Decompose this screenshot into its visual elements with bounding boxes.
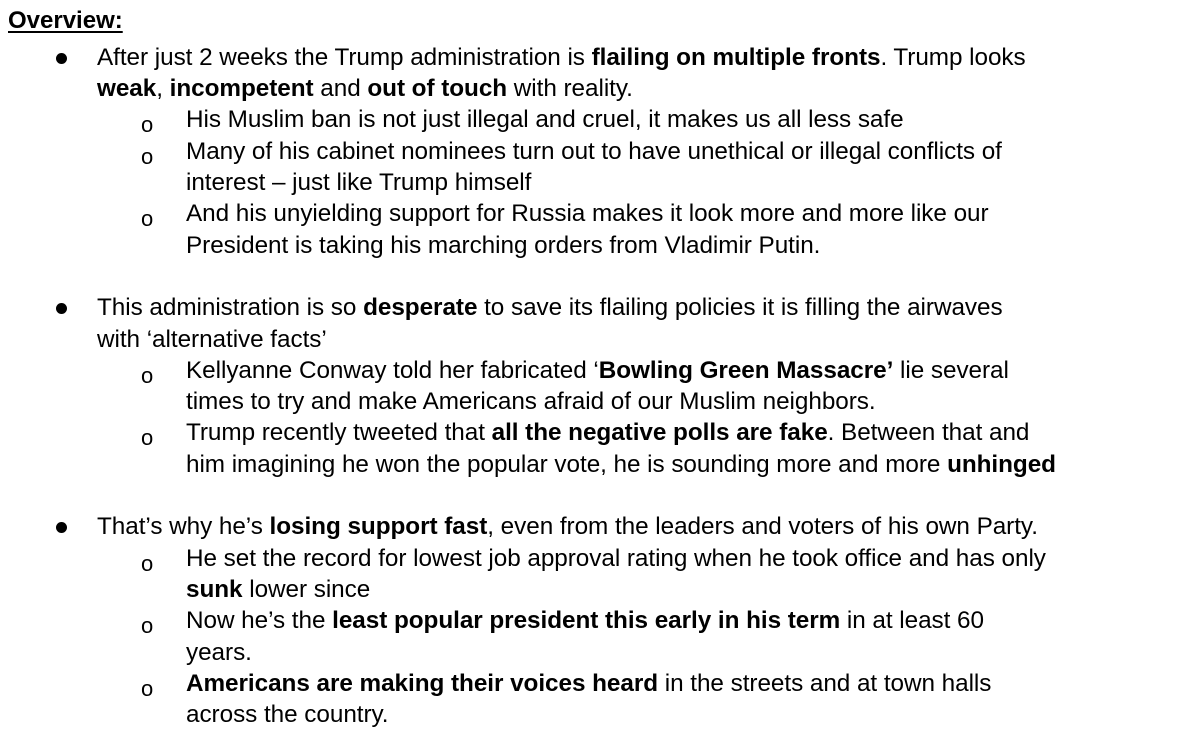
sub-bullet-3-2-line-2: years. xyxy=(186,639,252,666)
bold-text: Americans are making their voices heard xyxy=(186,670,659,697)
text-span: lower since xyxy=(242,576,371,603)
bullet-1-line-1 xyxy=(97,42,1026,73)
bold-text: least popular president this early in his term xyxy=(332,607,841,634)
sub-bullet-2-1-line-2: times to try and make Americans afraid of our Muslim neighbors. xyxy=(186,388,876,415)
bold-text: losing support fast xyxy=(269,513,488,540)
bullet-point xyxy=(56,522,67,533)
bullet-1-line-2 xyxy=(97,73,633,104)
overview-heading: Overview: xyxy=(8,7,123,34)
bullet-point xyxy=(56,303,67,314)
bullet-2-line-1 xyxy=(97,292,1003,323)
sub-bullet-1-3-line-1: And his unyielding support for Russia makes it look more and more like our xyxy=(186,200,989,227)
bold-text: flailing on multiple fronts xyxy=(591,44,881,71)
bold-text: out of touch xyxy=(367,75,508,102)
sub-bullet-3-3-line-2: across the country. xyxy=(186,701,389,728)
sub-bullet-3-2-line-1 xyxy=(186,605,984,636)
sub-bullet-marker: o xyxy=(141,206,154,231)
bold-text: incompetent xyxy=(169,75,314,102)
text-span: with reality. xyxy=(507,75,633,102)
text-span: in at least 60 xyxy=(840,607,984,634)
sub-bullet-3-1-line-1: He set the record for lowest job approval rating when he took office and has only xyxy=(186,545,1046,572)
bold-text: sunk xyxy=(186,576,243,603)
sub-bullet-1-2-line-2: interest – just like Trump himself xyxy=(186,169,532,196)
sub-bullet-1-2-line-1: Many of his cabinet nominees turn out to have unethical or illegal conflicts of xyxy=(186,138,1002,165)
text-span: Now he’s the xyxy=(186,607,333,634)
text-span: lie several xyxy=(893,357,1009,384)
text-span: This administration is so xyxy=(97,294,364,321)
text-span: him imagining he won the popular vote, he is sounding more and more xyxy=(186,451,948,478)
text-span: in the streets and at town halls xyxy=(658,670,992,697)
bullet-point xyxy=(56,53,67,64)
text-span: to save its flailing policies it is filling the airwaves xyxy=(477,294,1003,321)
text-span: and xyxy=(313,75,368,102)
bold-text: weak xyxy=(97,75,157,102)
bullet-2-line-2: with ‘alternative facts’ xyxy=(97,326,327,353)
bold-text: Bowling Green Massacre’ xyxy=(598,357,894,384)
bold-text: desperate xyxy=(363,294,478,321)
sub-bullet-3-1-line-2 xyxy=(186,574,370,605)
text-span: That’s why he’s xyxy=(97,513,270,540)
sub-bullet-1-3-line-2: President is taking his marching orders from Vladimir Putin. xyxy=(186,232,821,259)
text-span: . Between that and xyxy=(827,419,1030,446)
sub-bullet-marker: o xyxy=(141,425,154,450)
sub-bullet-marker: o xyxy=(141,363,154,388)
sub-bullet-2-2-line-2 xyxy=(186,449,1056,480)
sub-bullet-3-3-line-1 xyxy=(186,668,991,699)
sub-bullet-marker: o xyxy=(141,613,154,638)
text-span: Kellyanne Conway told her fabricated ‘ xyxy=(186,357,599,384)
text-span: . Trump looks xyxy=(880,44,1026,71)
bold-text: all the negative polls are fake xyxy=(491,419,828,446)
sub-bullet-marker: o xyxy=(141,144,154,169)
sub-bullet-1-1-line-1: His Muslim ban is not just illegal and cruel, it makes us all less safe xyxy=(186,106,904,133)
sub-bullet-2-1-line-1 xyxy=(186,355,1009,386)
sub-bullet-marker: o xyxy=(141,112,154,137)
text-span: , xyxy=(156,75,170,102)
sub-bullet-2-2-line-1 xyxy=(186,417,1029,448)
sub-bullet-marker: o xyxy=(141,551,154,576)
text-span: After just 2 weeks the Trump administration is xyxy=(97,44,592,71)
text-span: Trump recently tweeted that xyxy=(186,419,492,446)
text-span: , even from the leaders and voters of his own Party. xyxy=(487,513,1038,540)
sub-bullet-marker: o xyxy=(141,676,154,701)
bullet-3-line-1 xyxy=(97,511,1038,542)
bold-text: unhinged xyxy=(947,451,1056,478)
